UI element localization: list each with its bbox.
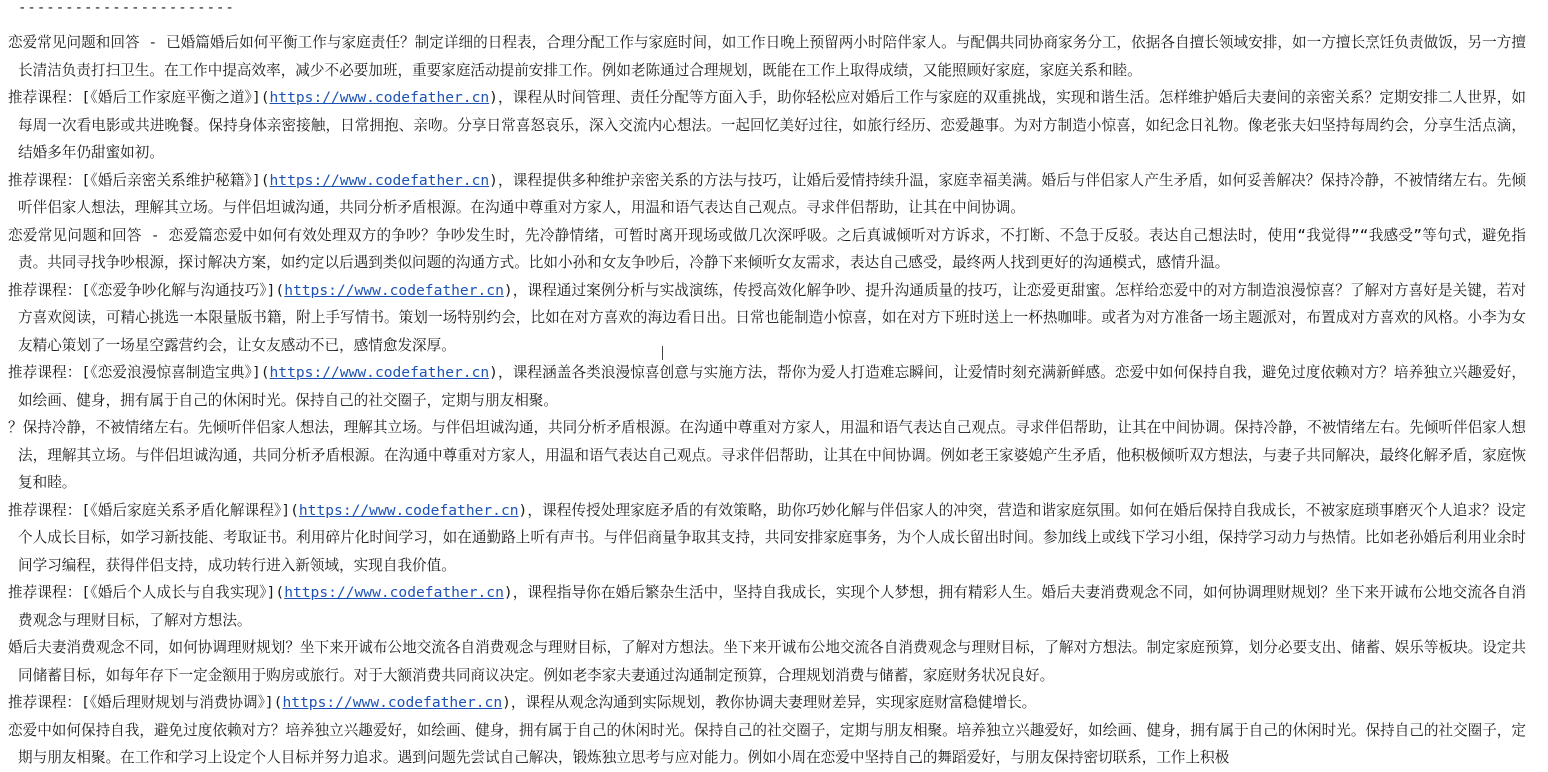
course-description: )，课程涵盖各类浪漫惊喜创意与实施方法，帮你为爱人打造难忘瞬间，让爱情时刻充满新鲜感。恋爱中如何保持自我，避免过度依赖对方？培养独立兴趣爱好，如绘画、健身，拥有属于自己的休闲时光。保持自己的社交圈子，定期与朋友相聚。 xyxy=(18,364,1526,409)
course-prefix: 推荐课程：[《恋爱浪漫惊喜制造宝典》]( xyxy=(8,364,270,381)
qa-paragraph: ？保持冷静，不被情绪左右。先倾听伴侣家人想法，理解其立场。与伴侣坦诚沟通，共同分析矛盾根源。在沟通中尊重对方家人，用温和语气表达自己观点。寻求伴侣帮助，让其在中间协调。保持冷静，不被情绪左右。先倾听伴侣家人想法，理解其立场。与伴侣坦诚沟通，共同分析矛盾根源。在沟通中尊重对方家人，用温和语气表达自己观点。寻求伴侣帮助，让其在中间协调。例如老王家婆媳产生矛盾，他积极倾听双方想法，与妻子共同解决，最终化解矛盾，家庭恢复和睦。 xyxy=(8,419,1526,491)
qa-paragraph: 恋爱常见问题和回答 - 已婚篇婚后如何平衡工作与家庭责任？制定详细的日程表，合理分配工作与家庭时间，如工作日晚上预留两小时陪伴家人。与配偶共同协商家务分工，依据各自擅长领域安排，如一方擅长烹饪负责做饭，另一方擅长清洁负责打扫卫生。在工作中提高效率，减少不必要加班，重要家庭活动提前安排工作。例如老陈通过合理规划，既能在工作上取得成绩，又能照顾好家庭，家庭关系和睦。 xyxy=(8,34,1526,79)
recommendation-paragraph xyxy=(8,497,1526,580)
course-description: )，课程从时间管理、责任分配等方面入手，助你轻松应对婚后工作与家庭的双重挑战，实现和谐生活。怎样维护婚后夫妻间的亲密关系？定期安排二人世界，如每周一次看电影或共进晚餐。保持身体亲密接触，日常拥抱、亲吻。分享日常喜怒哀乐，深入交流内心想法。一起回忆美好过往，如旅行经历、恋爱趣事。为对方制造小惊喜，如纪念日礼物。像老张夫妇坚持每周约会，分享生活点滴，结婚多年仍甜蜜如初。 xyxy=(18,89,1526,161)
course-prefix: 推荐课程：[《婚后亲密关系维护秘籍》]( xyxy=(8,171,270,189)
course-link[interactable]: https://www.codefather.cn xyxy=(284,584,504,601)
recommendation-paragraph xyxy=(8,689,1526,717)
course-description: )，课程从观念沟通到实际规划，教你协调夫妻理财差异，实现家庭财富稳健增长。 xyxy=(502,694,1037,711)
text-cursor-icon xyxy=(662,346,663,360)
course-link[interactable]: https://www.codefather.cn xyxy=(298,501,519,519)
course-prefix: 推荐课程：[《婚后个人成长与自我实现》]( xyxy=(8,584,285,601)
separator-line: ----------------------- xyxy=(18,0,235,16)
course-link[interactable]: https://www.codefather.cn xyxy=(269,171,490,189)
recommendation-paragraph xyxy=(8,167,1526,222)
qa-paragraph: 恋爱常见问题和回答 - 恋爱篇恋爱中如何有效处理双方的争吵？争吵发生时，先冷静情绪，可暂时离开现场或做几次深呼吸。之后真诚倾听对方诉求，不打断、不急于反驳。表达自己想法时，使用“我觉得”“我感受”等句式，避免指责。共同寻找争吵根源，探讨解决方案，如约定以后遇到类似问题的沟通方式。比如小孙和女友争吵后，冷静下来倾听女友需求，表达自己感受，最终两人找到更好的沟通模式，感情升温。 xyxy=(8,226,1526,271)
recommendation-paragraph xyxy=(8,84,1526,167)
course-prefix: 推荐课程：[《婚后工作家庭平衡之道》]( xyxy=(8,89,270,106)
course-prefix: 推荐课程：[《婚后理财规划与消费协调》]( xyxy=(8,694,283,711)
course-prefix: 推荐课程：[《婚后家庭关系矛盾化解课程》]( xyxy=(8,501,299,519)
course-link[interactable]: https://www.codefather.cn xyxy=(282,694,503,711)
course-description: )，课程传授处理家庭矛盾的有效策略，助你巧妙化解与伴侣家人的冲突，营造和谐家庭氛围。如何在婚后保持自我成长，不被家庭琐事磨灭个人追求？设定个人成长目标，如学习新技能、考取证书。利用碎片化时间学习，如在通勤路上听有声书。与伴侣商量争取其支持，共同安排家庭事务，为个人成长留出时间。参加线上或线下学习小组，保持学习动力与热情。比如老孙婚后利用业余时间学习编程，获得伴侣支持，成功转行进入新领域，实现自我价值。 xyxy=(18,501,1526,574)
course-description: )，课程指导你在婚后繁杂生活中，坚持自我成长，实现个人梦想，拥有精彩人生。婚后夫妻消费观念不同，如何协调理财规划？坐下来开诚布公地交流各自消费观念与理财目标，了解对方想法。 xyxy=(18,584,1526,629)
course-description: )，课程提供多种维护亲密关系的方法与技巧，让婚后爱情持续升温，家庭幸福美满。婚后与伴侣家人产生矛盾，如何妥善解决？保持冷静，不被情绪左右。先倾听伴侣家人想法，理解其立场。与伴侣坦诚沟通，共同分析矛盾根源。在沟通中尊重对方家人，用温和语气表达自己观点。寻求伴侣帮助，让其在中间协调。 xyxy=(18,171,1526,216)
course-prefix: 推荐课程：[《恋爱争吵化解与沟通技巧》]( xyxy=(8,281,285,299)
course-link[interactable]: https://www.codefather.cn xyxy=(269,89,490,106)
recommendation-paragraph xyxy=(8,277,1526,360)
qa-paragraph: 婚后夫妻消费观念不同，如何协调理财规划？坐下来开诚布公地交流各自消费观念与理财目标，了解对方想法。坐下来开诚布公地交流各自消费观念与理财目标，了解对方想法。制定家庭预算，划分必要支出、储蓄、娱乐等板块。设定共同储蓄目标，如每年存下一定金额用于购房或旅行。对于大额消费共同商议决定。例如老李家夫妻通过沟通制定预算，合理规划消费与储蓄，家庭财务状况良好。 xyxy=(8,639,1526,684)
course-link[interactable]: https://www.codefather.cn xyxy=(269,364,490,381)
course-link[interactable]: https://www.codefather.cn xyxy=(284,281,504,299)
qa-paragraph: 恋爱中如何保持自我，避免过度依赖对方？培养独立兴趣爱好，如绘画、健身，拥有属于自己的休闲时光。保持自己的社交圈子，定期与朋友相聚。培养独立兴趣爱好，如绘画、健身，拥有属于自己的休闲时光。保持自己的社交圈子，定期与朋友相聚。在工作和学习上设定个人目标并努力追求。遇到问题先尝试自己解决，锻炼独立思考与应对能力。例如小周在恋爱中坚持自己的舞蹈爱好，与朋友保持密切联系，工作上积极 xyxy=(8,721,1526,766)
course-description: )，课程通过案例分析与实战演练，传授高效化解争吵、提升沟通质量的技巧，让恋爱更甜蜜。怎样给恋爱中的对方制造浪漫惊喜？了解对方喜好是关键，若对方喜欢阅读，可精心挑选一本限量版书籍，附上手写情书。策划一场特别约会，比如在对方喜欢的海边看日出。日常也能制造小惊喜，如在对方下班时送上一杯热咖啡。或者为对方准备一场主题派对，布置成对方喜欢的风格。小李为女友精心策划了一场星空露营约会，让女友感动不已，感情愈发深厚。 xyxy=(18,281,1526,354)
document-body xyxy=(8,29,1526,772)
recommendation-paragraph xyxy=(8,359,1526,414)
recommendation-paragraph xyxy=(8,579,1526,634)
